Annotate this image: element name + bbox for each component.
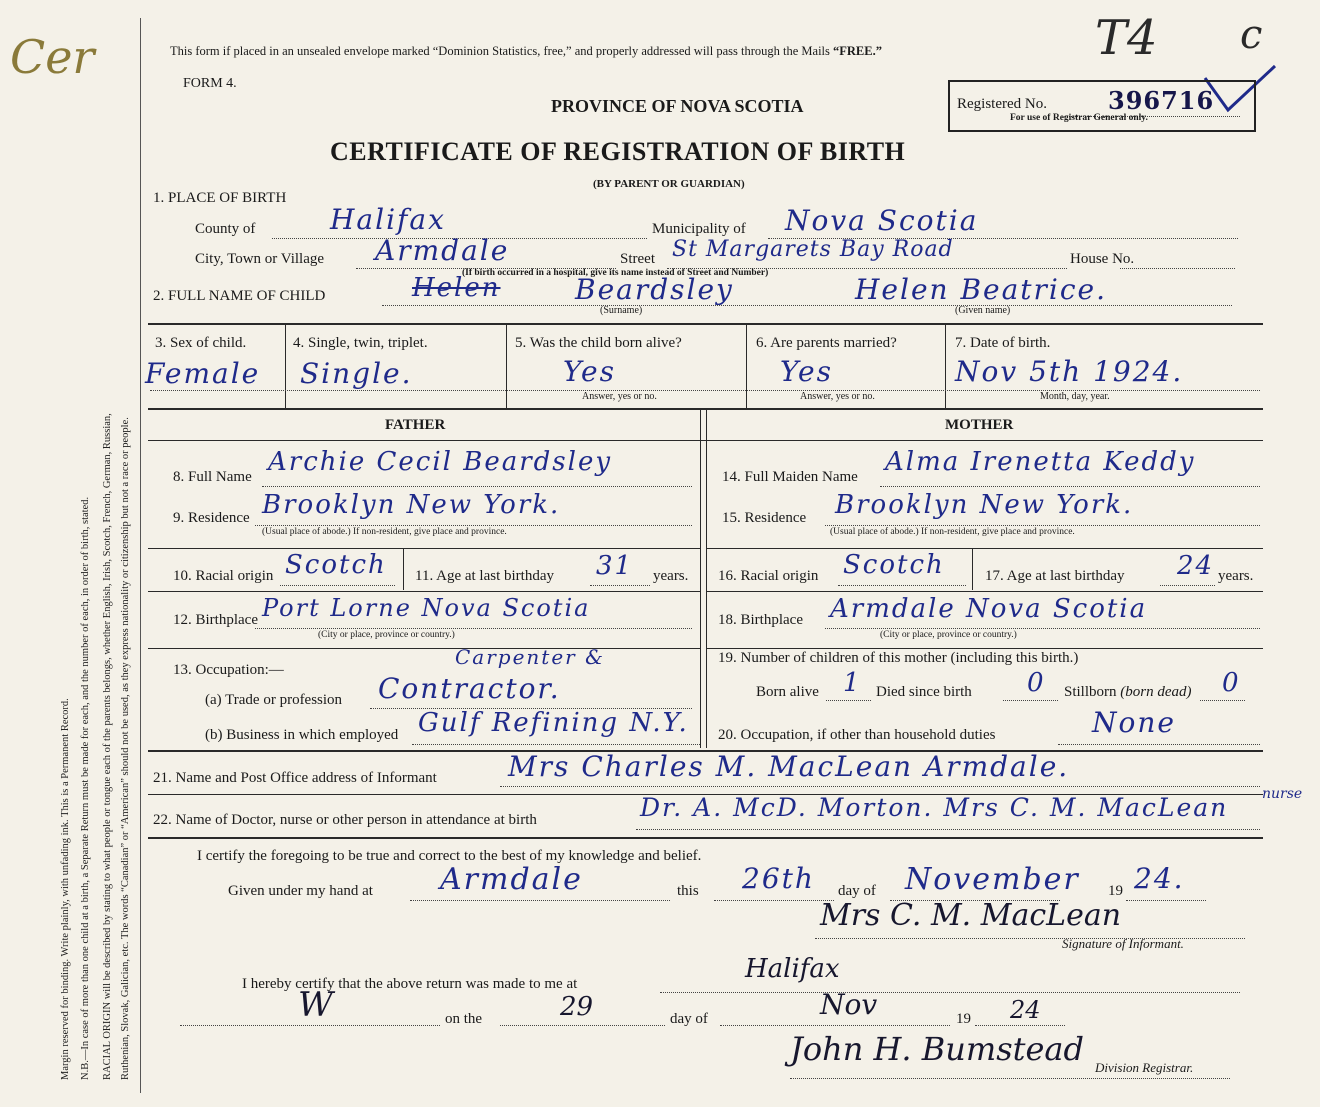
- registrar-statement: I hereby certify that the above return was made to me at: [242, 976, 578, 992]
- margin-rule: [140, 18, 141, 1093]
- attendant-value: Dr. A. McD. Morton. Mrs C. M. MacLean: [640, 793, 1229, 822]
- house-number-label: House No.: [1070, 251, 1135, 267]
- stillborn-label: [1064, 684, 1192, 701]
- child-struck-name: Helen: [412, 273, 501, 303]
- born-alive-count-label: Born alive: [756, 684, 819, 700]
- rule-parents-divider-2: [706, 408, 707, 748]
- father-residence-value: Brooklyn New York.: [262, 490, 561, 520]
- province-heading: PROVINCE OF NOVA SCOTIA: [551, 96, 804, 116]
- registrar-day-label: day of: [670, 1011, 708, 1027]
- annotation-c: c: [1240, 12, 1263, 58]
- father-trade-value: Contractor.: [378, 672, 561, 705]
- plurality-value: Single.: [300, 357, 413, 390]
- municipality-label: Municipality of: [652, 221, 746, 237]
- registrar-on-label: on the: [445, 1011, 483, 1027]
- county-label: County of: [195, 221, 256, 237]
- born-alive-caption: Answer, yes or no.: [582, 391, 657, 402]
- died-since-birth-label: Died since birth: [876, 684, 972, 700]
- informant-signature: Mrs C. M. MacLean: [820, 898, 1122, 933]
- father-heading: FATHER: [385, 417, 446, 433]
- informant-value: Mrs Charles M. MacLean Armdale.: [508, 750, 1070, 783]
- margin-note-binding: Margin reserved for binding. Write plainly, with unfading ink. This is a Permanent Record.: [60, 698, 71, 1080]
- city-value: Armdale: [375, 234, 510, 267]
- rule-details-1: [285, 323, 286, 408]
- mother-name-value: Alma Irenetta Keddy: [885, 447, 1196, 477]
- father-age-value: 31: [596, 551, 634, 581]
- born-alive-value: Yes: [563, 355, 616, 388]
- father-race-label: 10. Racial origin: [173, 568, 274, 584]
- registered-label: Registered No.: [957, 96, 1047, 112]
- margin-note-multiple-births: N.B.—In case of more than one child at a birth, a Separate Return must be made for each, and the number of each, in order of birth, stated.: [80, 496, 91, 1080]
- rule-details-top: [148, 323, 1263, 325]
- born-alive-count-value: 1: [843, 668, 862, 698]
- rule-mother-residence: [706, 548, 1263, 549]
- registrar-year-prefix: 19: [956, 1011, 971, 1027]
- died-since-birth-value: 0: [1027, 668, 1046, 698]
- given-day-label: day of: [838, 883, 876, 899]
- father-business-line: [412, 744, 700, 745]
- registrar-month-value: Nov: [820, 988, 878, 1021]
- registrar-note: For use of Registrar General only.: [1010, 113, 1148, 123]
- margin-note-racial-origin-cont: Ruthenian, Slovak, Galician, etc. The words “Canadian” or “American” should not be used, as they express nationality or citizenship but not a race or people.: [120, 417, 131, 1080]
- registrar-mark: W: [298, 985, 333, 1025]
- registrar-month-line: [720, 1025, 950, 1026]
- form-number: FORM 4.: [183, 76, 237, 91]
- rule-heading-bottom: [148, 440, 1263, 441]
- given-name-caption: (Given name): [955, 305, 1011, 316]
- mother-birthplace-value: Armdale Nova Scotia: [830, 594, 1148, 624]
- father-age-line: [590, 585, 650, 586]
- informant-line: [500, 786, 1260, 787]
- mother-residence-line: [825, 525, 1260, 526]
- father-residence-line: [255, 525, 692, 526]
- mother-name-line: [880, 486, 1260, 487]
- municipality-value: Nova Scotia: [785, 204, 979, 237]
- rule-father-race-bottom: [148, 591, 700, 592]
- date-of-birth-label: 7. Date of birth.: [955, 335, 1051, 351]
- died-since-birth-line: [1003, 700, 1058, 701]
- page-subtitle: (BY PARENT OR GUARDIAN): [593, 178, 745, 190]
- registrar-day-value: 29: [560, 992, 594, 1022]
- father-birthplace-label: 12. Birthplace: [173, 612, 258, 628]
- father-birthplace-line: [255, 628, 692, 629]
- given-this-label: this: [677, 883, 699, 899]
- given-month-value: November: [905, 862, 1080, 897]
- county-value: Halifax: [330, 203, 446, 236]
- rule-details-4: [945, 323, 946, 408]
- father-name-line: [262, 486, 692, 487]
- mother-birthplace-line: [825, 628, 1260, 629]
- attendant-line: [636, 829, 1260, 830]
- child-name-line: [382, 305, 1232, 306]
- father-trade-value-top: Carpenter &: [455, 645, 605, 669]
- attendant-label: 22. Name of Doctor, nurse or other person in attendance at birth: [153, 812, 537, 828]
- registrar-year-line: [975, 1025, 1065, 1026]
- sex-label: 3. Sex of child.: [155, 335, 247, 351]
- father-residence-caption: (Usual place of abode.) If non-resident, give place and province.: [262, 527, 507, 537]
- mother-occupation-value: None: [1092, 706, 1176, 739]
- mother-heading: MOTHER: [945, 417, 1014, 433]
- mother-residence-value: Brooklyn New York.: [835, 490, 1134, 520]
- given-day-line: [714, 900, 834, 901]
- father-race-value: Scotch: [285, 550, 387, 580]
- born-alive-count-line: [826, 700, 871, 701]
- stillborn-line: [1200, 700, 1245, 701]
- father-name-label: 8. Full Name: [173, 469, 252, 485]
- given-at-place: Armdale: [440, 862, 583, 897]
- father-birthplace-caption: (City or place, province or country.): [318, 630, 455, 640]
- mother-children-label: 19. Number of children of this mother (including this birth.): [718, 650, 1079, 666]
- details-answer-line: [150, 390, 1260, 391]
- attendant-note: nurse: [1262, 786, 1303, 802]
- rule-father-residence: [148, 548, 700, 549]
- registrar-year-value: 24: [1010, 996, 1041, 1024]
- father-age-years: years.: [653, 568, 689, 584]
- mother-residence-label: 15. Residence: [722, 510, 807, 526]
- mother-age-years: years.: [1218, 568, 1254, 584]
- rule-parents-divider: [700, 408, 701, 748]
- mother-race-label: 16. Racial origin: [718, 568, 819, 584]
- city-label: City, Town or Village: [195, 251, 325, 267]
- hospital-note: (If birth occurred in a hospital, give its name instead of Street and Number): [462, 268, 769, 278]
- registered-number: 396716: [1108, 86, 1215, 115]
- father-business-label: (b) Business in which employed: [205, 727, 399, 743]
- child-name-label: 2. FULL NAME OF CHILD: [153, 288, 326, 304]
- parents-married-value: Yes: [780, 355, 833, 388]
- parents-married-caption: Answer, yes or no.: [800, 391, 875, 402]
- parents-married-label: 6. Are parents married?: [756, 335, 897, 351]
- mother-residence-caption: (Usual place of abode.) If non-resident, give place and province.: [830, 527, 1075, 537]
- date-of-birth-value: Nov 5th 1924.: [955, 355, 1184, 388]
- mother-age-label: 17. Age at last birthday: [985, 568, 1125, 584]
- given-at-label: Given under my hand at: [228, 883, 373, 899]
- father-residence-label: 9. Residence: [173, 510, 250, 526]
- father-age-label: 11. Age at last birthday: [415, 568, 554, 584]
- stillborn-note: (born dead): [1120, 684, 1192, 700]
- rule-mother-race: [972, 548, 973, 590]
- father-race-line: [280, 585, 395, 586]
- father-birthplace-value: Port Lorne Nova Scotia: [262, 594, 591, 622]
- street-label: Street: [620, 251, 655, 267]
- rule-mother-race-bottom: [706, 591, 1263, 592]
- house-number-line: [1120, 268, 1235, 269]
- registrar-place-line: [660, 992, 1240, 993]
- certification-statement: I certify the foregoing to be true and correct to the best of my knowledge and belief.: [197, 848, 702, 864]
- rule-details-3: [746, 323, 747, 408]
- postal-notice: [170, 44, 882, 59]
- father-occupation-label: 13. Occupation:—: [173, 662, 284, 678]
- given-year-prefix: 19: [1108, 883, 1123, 899]
- page-title: CERTIFICATE OF REGISTRATION OF BIRTH: [330, 137, 906, 166]
- plurality-label: 4. Single, twin, triplet.: [293, 335, 428, 351]
- street-value: St Margarets Bay Road: [672, 237, 954, 262]
- place-of-birth-label: 1. PLACE OF BIRTH: [153, 190, 287, 206]
- informant-label: 21. Name and Post Office address of Informant: [153, 770, 437, 786]
- child-given-name: Helen Beatrice.: [855, 273, 1108, 306]
- date-of-birth-caption: Month, day, year.: [1040, 391, 1110, 402]
- born-alive-label: 5. Was the child born alive?: [515, 335, 682, 351]
- mother-age-line: [1160, 585, 1215, 586]
- postal-notice-text: This form if placed in an unsealed envelope marked “Dominion Statistics, free,” and properly addressed will pass through the Mails: [170, 44, 834, 58]
- given-year-value: 24.: [1134, 862, 1185, 895]
- mother-birthplace-label: 18. Birthplace: [718, 612, 803, 628]
- postal-notice-free: “FREE.”: [833, 44, 882, 58]
- child-surname: Beardsley: [575, 273, 734, 306]
- mother-occupation-label: 20. Occupation, if other than household duties: [718, 727, 996, 743]
- given-day-value: 26th: [742, 862, 815, 895]
- rule-attendant-bottom: [148, 837, 1263, 839]
- given-at-line: [410, 900, 670, 901]
- father-name-value: Archie Cecil Beardsley: [268, 447, 613, 477]
- stillborn-value: 0: [1222, 668, 1241, 698]
- registrar-caption: Division Registrar.: [1095, 1060, 1194, 1075]
- rule-details-2: [506, 323, 507, 408]
- margin-note-racial-origin: RACIAL ORIGIN will be described by stating to what people or tongue each of the parents belongs, whether English, Irish, Scotch, French, German, Russian,: [102, 413, 113, 1080]
- registrar-left-line: [180, 1025, 440, 1026]
- mother-age-value: 24: [1177, 551, 1215, 581]
- mother-race-line: [838, 585, 966, 586]
- annotation-top-left: Cer: [10, 30, 95, 84]
- stillborn-text: Stillborn: [1064, 684, 1117, 700]
- surname-caption: (Surname): [600, 305, 643, 316]
- father-business-value: Gulf Refining N.Y.: [418, 708, 689, 738]
- father-trade-label: (a) Trade or profession: [205, 692, 343, 708]
- registrar-place: Halifax: [745, 954, 840, 984]
- registrar-signature: John H. Bumstead: [790, 1030, 1084, 1068]
- mother-name-label: 14. Full Maiden Name: [722, 469, 858, 485]
- rule-mother-birthplace-bottom: [706, 648, 1263, 649]
- annotation-t4: T4: [1095, 10, 1158, 66]
- mother-race-value: Scotch: [843, 550, 945, 580]
- sex-value: Female: [145, 357, 261, 390]
- informant-signature-caption: Signature of Informant.: [1062, 936, 1184, 951]
- mother-birthplace-caption: (City or place, province or country.): [880, 630, 1017, 640]
- mother-occupation-line: [1058, 744, 1260, 745]
- given-year-line: [1126, 900, 1206, 901]
- rule-father-race: [403, 548, 404, 590]
- registrar-signature-line: [790, 1078, 1230, 1079]
- registrar-day-line: [500, 1025, 665, 1026]
- rule-father-birthplace-bottom: [148, 648, 700, 649]
